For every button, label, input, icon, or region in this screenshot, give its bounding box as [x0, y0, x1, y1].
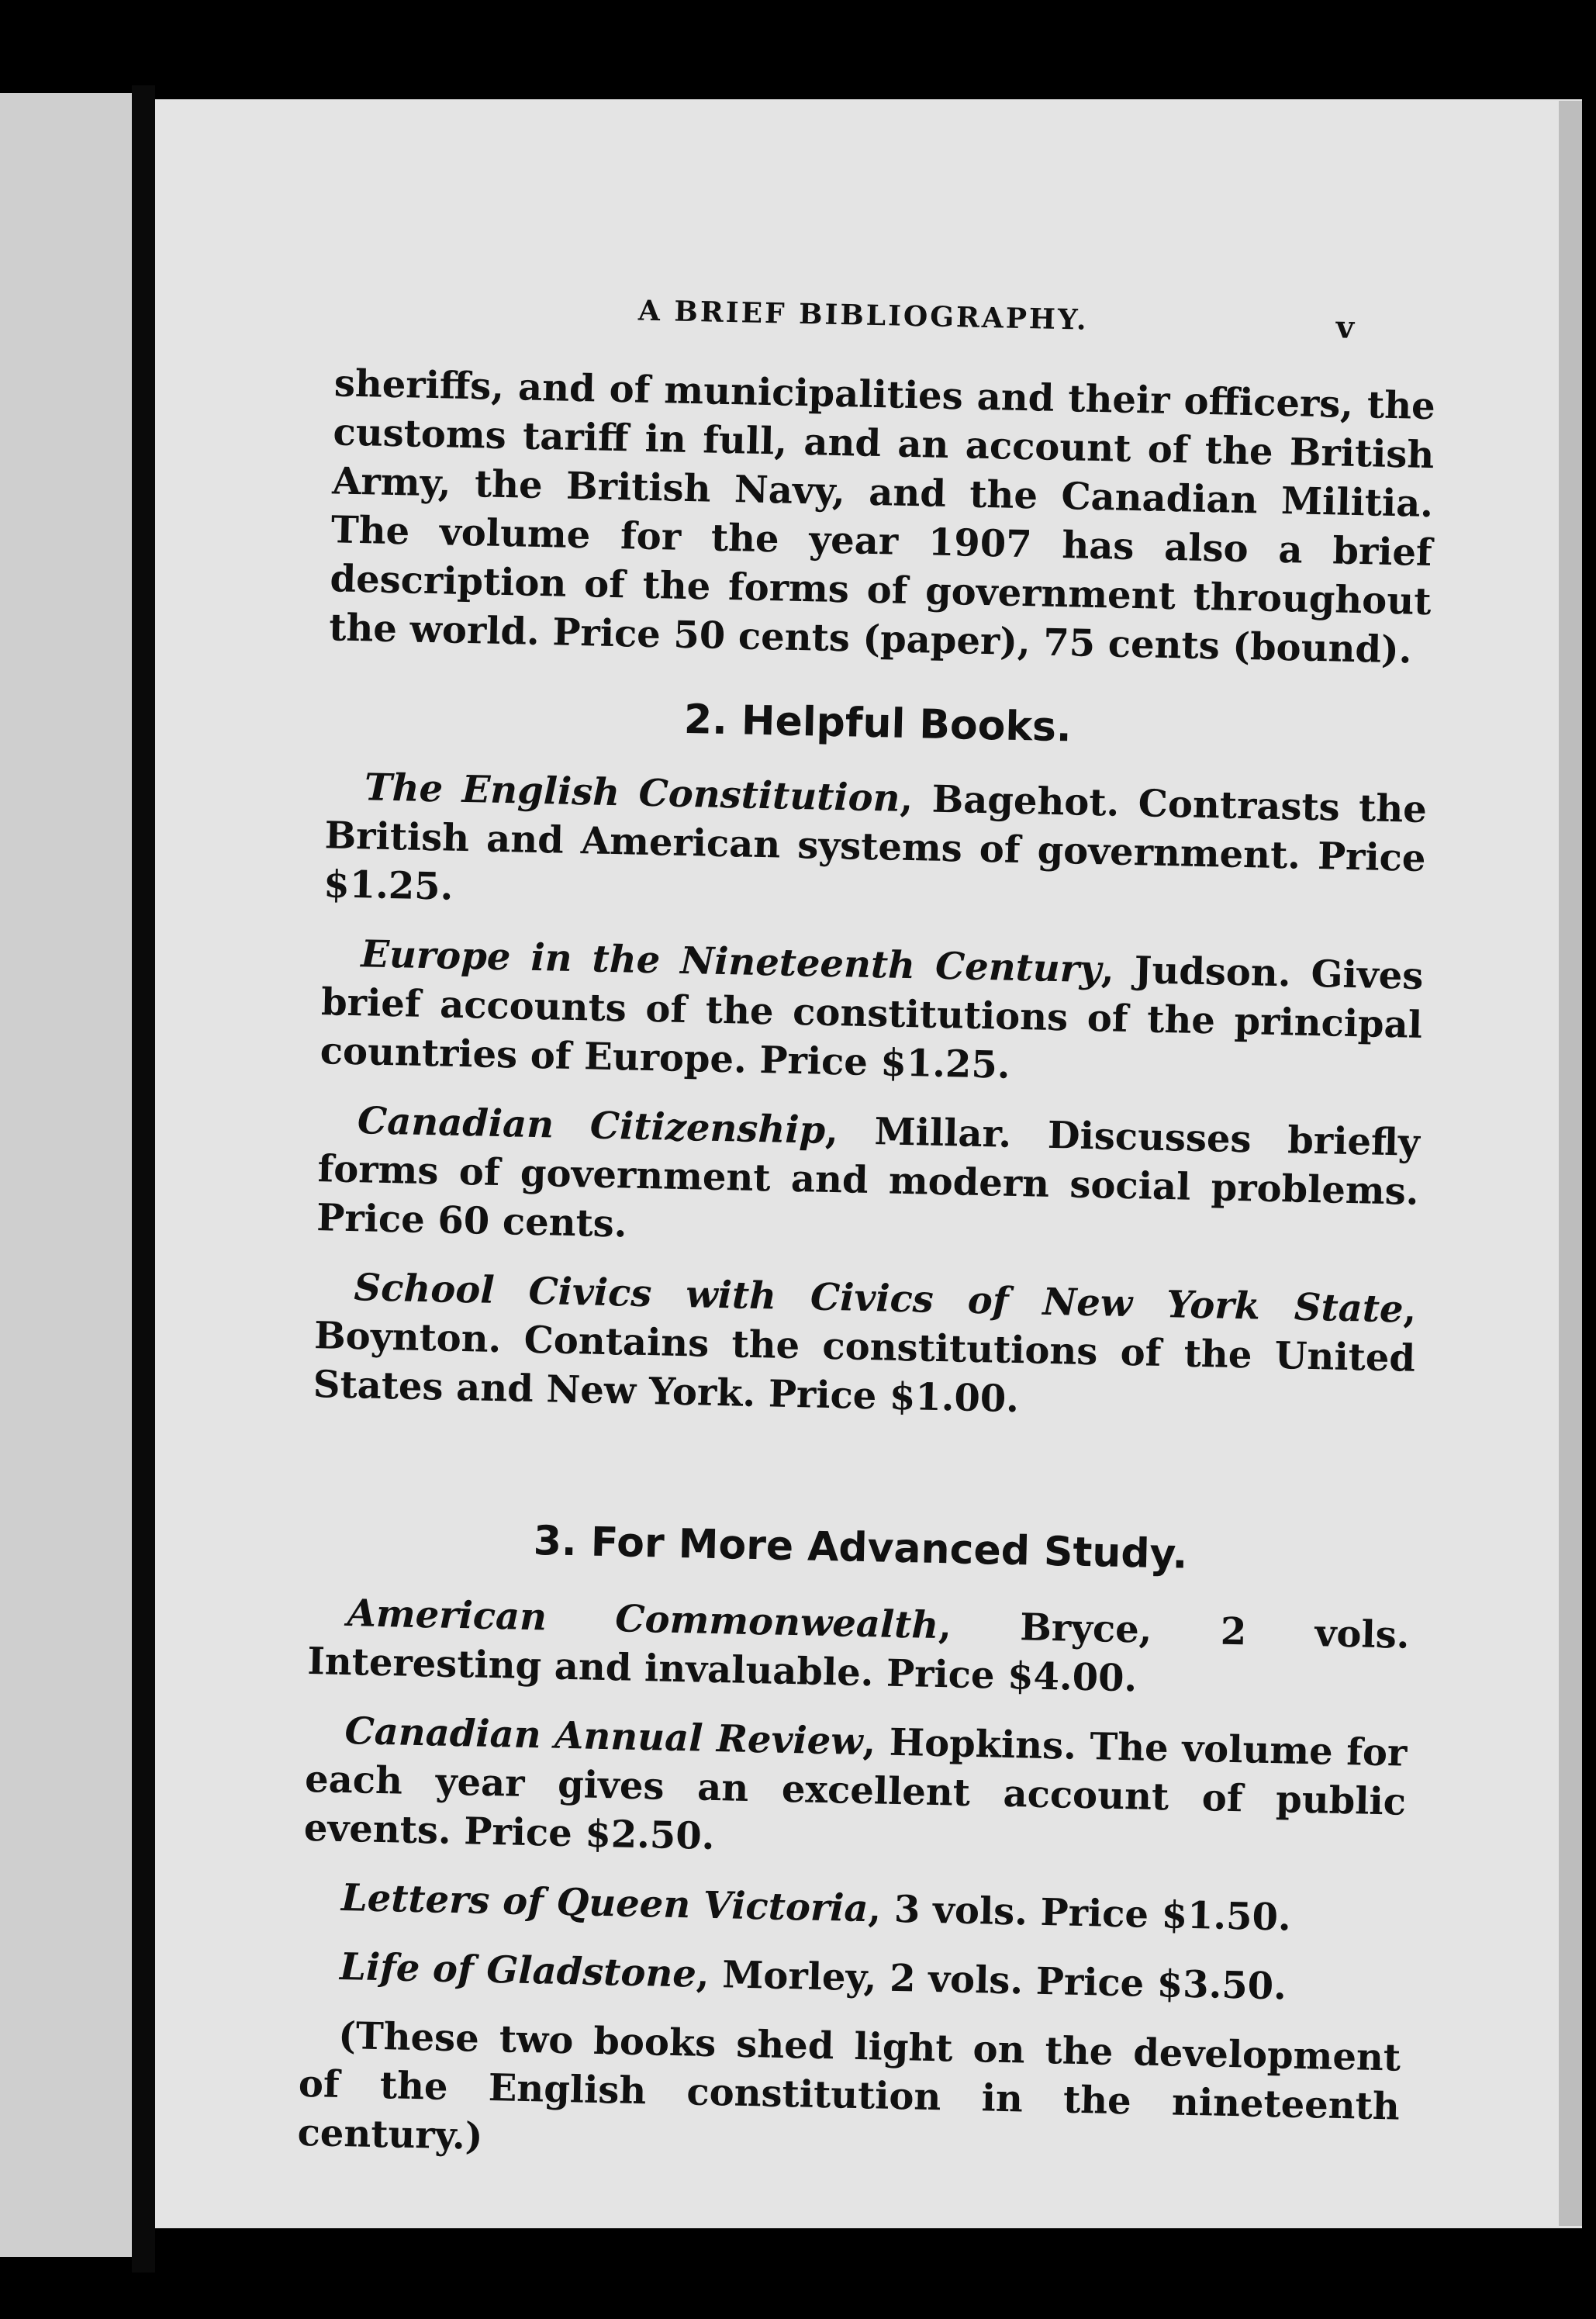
- book-details: , Bagehot. Contrasts the British and American systems of government. Price $1.25.: [323, 776, 1428, 909]
- bib-entry: [313, 1263, 1417, 1433]
- facing-page-edge: [0, 93, 132, 2257]
- running-header: [174, 285, 1596, 346]
- section-heading-helpful-books: 2. Helpful Books.: [683, 696, 1073, 752]
- section-heading-advanced-study: 3. For More Advanced Study.: [533, 1518, 1189, 1578]
- closing-note: (These two books shed light on the development of the English constitution in the nineteenth century.): [297, 2013, 1401, 2158]
- text-column: [133, 85, 1596, 2243]
- intro-paragraph-block: [329, 359, 1436, 676]
- book-title: Europe in the Nineteenth Century: [360, 932, 1102, 992]
- page: [155, 99, 1582, 2228]
- intro-paragraph: sheriffs, and of municipalities and their officers, the customs tariff in full, and an account of the British Army, the British Navy, and the Canadian Militia. The volume for the year 1907 has also a brief description of the forms of government throughout the world. Price 50 cents (paper), 75 cents (bound).: [328, 361, 1436, 672]
- book-details: , Bryce, 2 vols. Interesting and invaluable. Price $4.00.: [306, 1604, 1411, 1701]
- book-title: The English Constitution: [364, 766, 901, 821]
- book-title: School Civics with Civics of New York State: [353, 1266, 1404, 1332]
- page-number: v: [1335, 309, 1357, 346]
- bib-entry: [302, 1873, 1404, 1945]
- bib-entry: [303, 1706, 1408, 1876]
- book-title: Canadian Citizenship: [357, 1099, 826, 1153]
- bib-entry: [307, 1588, 1410, 1709]
- book-title: Letters of Queen Victoria: [340, 1875, 869, 1931]
- book-title: Canadian Annual Review: [344, 1709, 864, 1764]
- book-details: , Judson. Gives brief accounts of the constitutions of the principal countries of Europe. Price $1.25.: [320, 948, 1424, 1087]
- bib-entry: [316, 1096, 1421, 1266]
- book-details: , Millar. Discusses briefly forms of government and modern social problems. Price 60 cents.: [316, 1108, 1421, 1246]
- bib-entry: [301, 1942, 1403, 2014]
- bib-entry: [323, 762, 1428, 932]
- helpful-books-list: [313, 762, 1428, 1453]
- book-details: , Morley, 2 vols. Price $3.50.: [696, 1952, 1287, 2009]
- page-edge-shadow: [1559, 101, 1582, 2226]
- bib-entry: [320, 929, 1424, 1099]
- advanced-study-list: [296, 1588, 1410, 2201]
- running-title: A BRIEF BIBLIOGRAPHY.: [637, 294, 1089, 337]
- book-title: American Commonwealth: [347, 1592, 939, 1648]
- book-details: , Hopkins. The volume for each year gives an excellent account of public events. Price $2.50.: [303, 1720, 1408, 1859]
- book-title: Life of Gladstone: [339, 1944, 697, 1996]
- book-details: , 3 vols. Price $1.50.: [867, 1887, 1292, 1940]
- book-details: , Boynton. Contains the constitutions of the United States and New York. Price $1.00.: [313, 1287, 1417, 1422]
